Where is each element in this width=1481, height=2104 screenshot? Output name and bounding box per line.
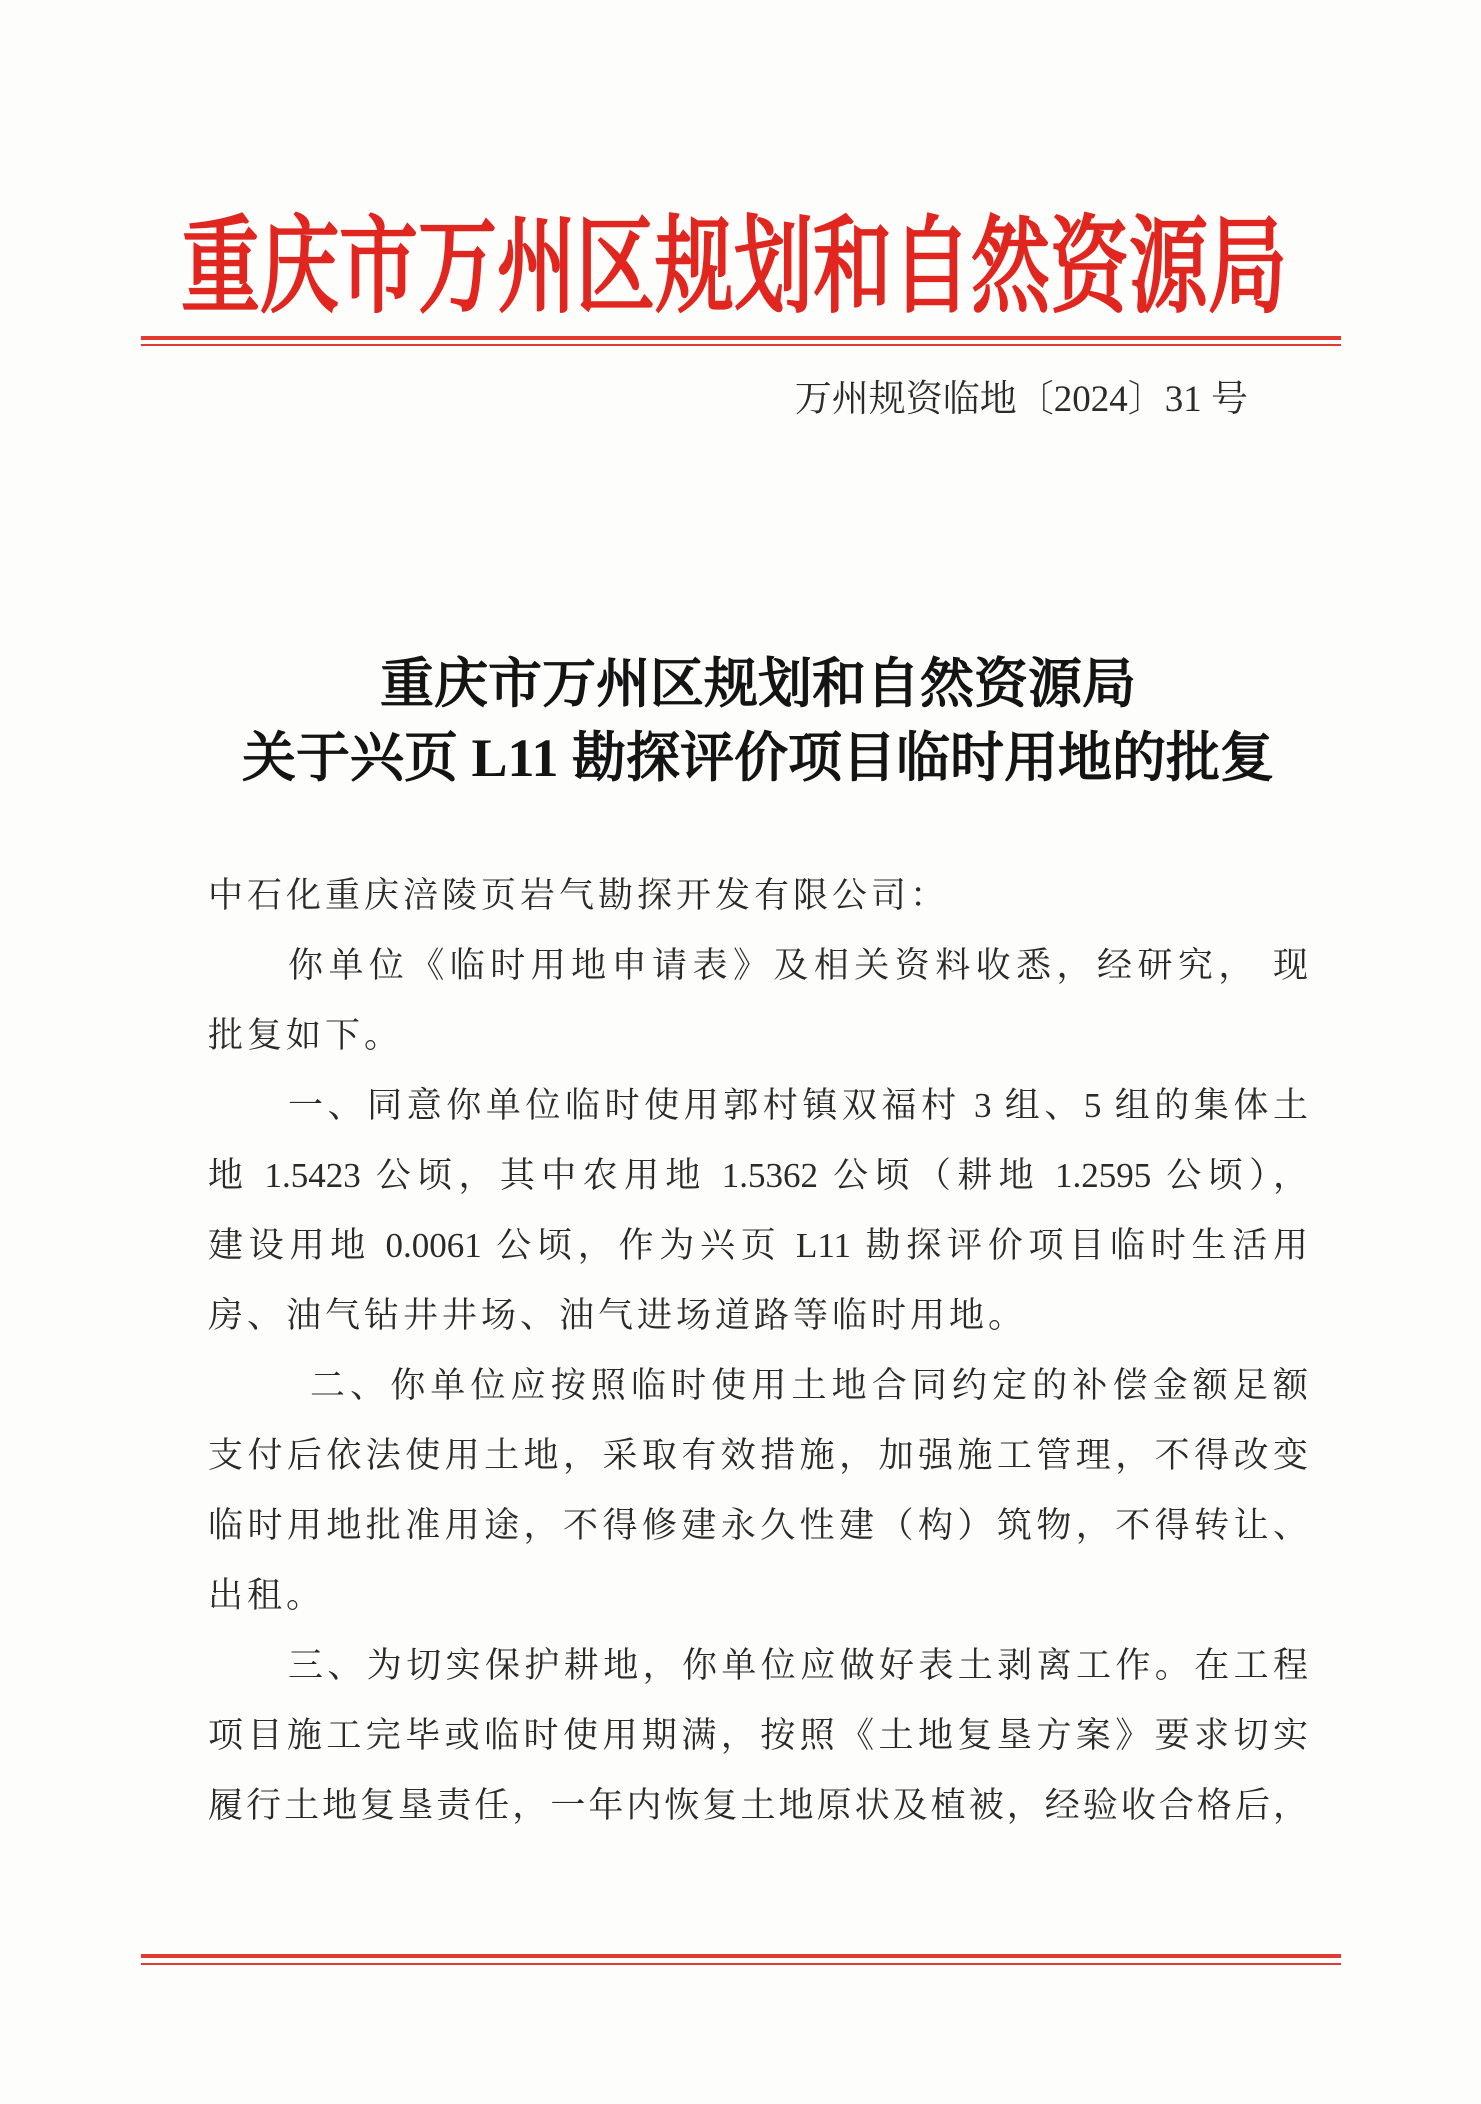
document-body xyxy=(208,861,1308,1841)
paragraph-4-line-1: 三、为切实保护耕地，你单位应做好表土剥离工作。在工程 xyxy=(288,1646,1308,1685)
paragraph-4-line-3: 履行土地复垦责任，一年内恢复土地原状及植被，经验收合格后， xyxy=(208,1786,1308,1825)
paragraph-3-line-3: 临时用地批准用途，不得修建永久性建（构）筑物，不得转让、 xyxy=(208,1506,1308,1545)
header-rule-thin xyxy=(141,344,1341,346)
paragraph-3-line-4: 出租。 xyxy=(208,1576,326,1615)
paragraph-4-line-2: 项目施工完毕或临时使用期满，按照《土地复垦方案》要求切实 xyxy=(208,1716,1308,1755)
paragraph-2-line-2: 地 1.5423 公顷，其中农用地 1.5362 公顷（耕地 1.2595 公顷）， xyxy=(208,1156,1308,1195)
title-line-1: 重庆市万州区规划和自然资源局 xyxy=(380,654,1136,714)
footer-rule-thin xyxy=(141,1963,1341,1965)
footer-rule-thick xyxy=(141,1954,1341,1958)
header-rule-thick xyxy=(141,336,1341,340)
paragraph-1-line-2: 批复如下。 xyxy=(208,1016,404,1055)
paragraph-3-line-2: 支付后依法使用土地，采取有效措施，加强施工管理，不得改变 xyxy=(208,1436,1308,1475)
salutation: 中石化重庆涪陵页岩气勘探开发有限公司： xyxy=(208,876,950,915)
document-title xyxy=(208,647,1308,795)
paragraph-2-line-4: 房、油气钻井井场、油气进场道路等临时用地。 xyxy=(208,1296,1028,1335)
document-number: 万州规资临地〔2024〕31 号 xyxy=(794,379,1248,420)
title-line-2: 关于兴页 L11 勘探评价项目临时用地的批复 xyxy=(241,728,1275,788)
paragraph-1-line-1: 你单位《临时用地申请表》及相关资料收悉，经研究， 现 xyxy=(288,946,1308,985)
paragraph-2-line-1: 一、同意你单位临时使用郭村镇双福村 3 组、5 组的集体土 xyxy=(288,1086,1308,1125)
paragraph-3-line-1: 二、你单位应按照临时使用土地合同约定的补偿金额足额 xyxy=(310,1366,1308,1405)
agency-header-title: 重庆市万州区规划和自然资源局 xyxy=(181,210,1287,328)
paragraph-2-line-3: 建设用地 0.0061 公顷，作为兴页 L11 勘探评价项目临时生活用 xyxy=(208,1226,1308,1265)
